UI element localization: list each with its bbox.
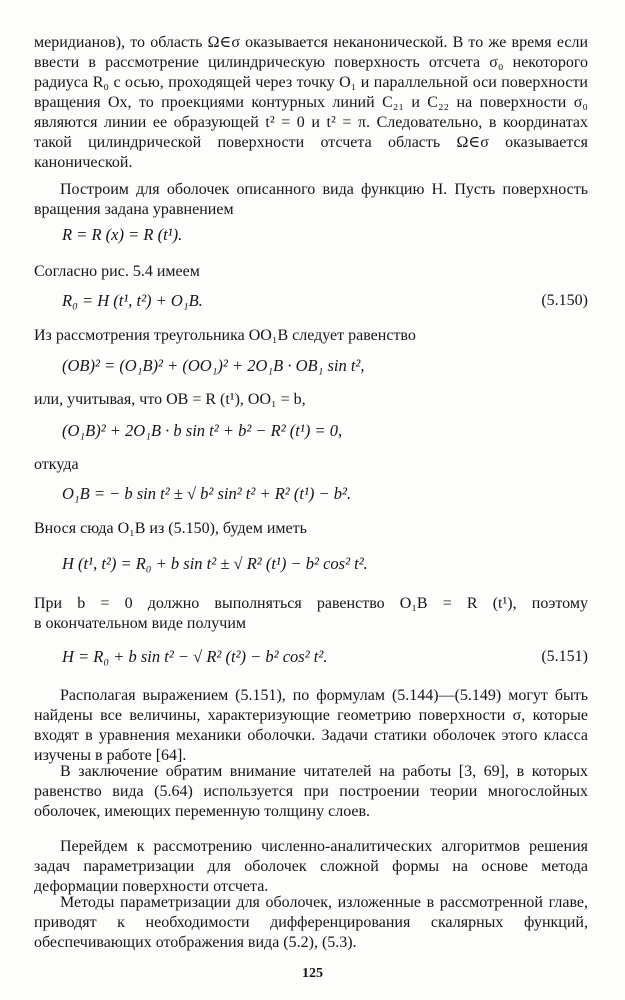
- equation-quadratic: (O₁B)² + 2O₁B · b sin t² + b² − R² (t¹) = 0,: [62, 421, 343, 440]
- text-triangle: Из рассмотрения треугольника OO₁B следует равенство: [34, 327, 416, 344]
- paragraph-transition: Перейдем к рассмотрению численно-аналитических алгоритмов решения задач параметризации для оболочек сложной формы на основе метода деформации поверхности отсчета.: [34, 838, 588, 895]
- equation-ob-squared: (OB)² = (O₁B)² + (OO₁)² + 2O₁B · OB₁ sin t²,: [62, 356, 365, 375]
- equation-number-5-150: (5.150): [541, 292, 588, 309]
- paragraph-formulas: Располагая выражением (5.151), по формулам (5.144)—(5.149) могут быть найдены все величины, характеризующие геометрию поверхности σ, которые входят в уравнения механики оболочки. Задачи статики оболочек этого класса изучены в работе [64].: [34, 687, 588, 764]
- text-b-zero-line2: в окончательном виде получим: [34, 615, 246, 632]
- equation-5-151: H = R₀ + b sin t² − √ R² (t²) − b² cos² t².: [62, 647, 328, 666]
- equation-5-150: R₀ = H (t¹, t²) + O₁B.: [62, 291, 203, 310]
- equation-h-general: H (t¹, t²) = R₀ + b sin t² ± √ R² (t¹) − b² cos² t².: [62, 554, 368, 573]
- equation-o1b: O₁B = − b sin t² ± √ b² sin² t² + R² (t¹) − b².: [62, 484, 352, 503]
- paragraph-conclusion: В заключение обратим внимание читателей на работы [3, 69], в которых равенство вида (5.64) используется при построении теории многослойных оболочек, имеющих переменную толщину слоев.: [34, 763, 588, 820]
- text-substituting: Внося сюда O₁B из (5.150), будем иметь: [34, 520, 307, 537]
- equation-number-5-151: (5.151): [541, 648, 588, 665]
- text-whence: откуда: [34, 456, 79, 473]
- paragraph-intro: меридианов), то область Ω∈σ оказывается неканонической. В то же время если ввести в рассмотрение цилиндрическую поверхность отсчета σ₀ некоторого радиуса R₀ с осью, проходящей через точку O₁ и параллельной оси поверхности вращения Ox, то проекциями контурных линий C₂₁ и C₂₂ на поверхности σ₀ являются линии ее образующей t² = 0 и t² = π. Следовательно, в координатах такой цилиндрической поверхности отсчета область Ω∈σ оказывается канонической.: [34, 34, 588, 171]
- page-number: 125: [302, 966, 323, 981]
- equation-r: R = R (x) = R (t¹).: [62, 225, 183, 244]
- paragraph-construct: Построим для оболочек описанного вида функцию H. Пусть поверхность вращения задана уравнением: [34, 181, 588, 218]
- text-b-zero-line1: При b = 0 должно выполняться равенство O₁B = R (t¹), поэтому: [34, 595, 588, 612]
- text-figure-ref: Согласно рис. 5.4 имеем: [34, 263, 200, 280]
- paragraph-methods: Методы параметризации для оболочек, изложенные в рассмотренной главе, приводят к необходимости дифференцирования скалярных функций, обеспечивающих отображения вида (5.2), (5.3).: [34, 894, 588, 951]
- text-or-considering: или, учитывая, что OB = R (t¹), OO₁ = b,: [34, 391, 306, 408]
